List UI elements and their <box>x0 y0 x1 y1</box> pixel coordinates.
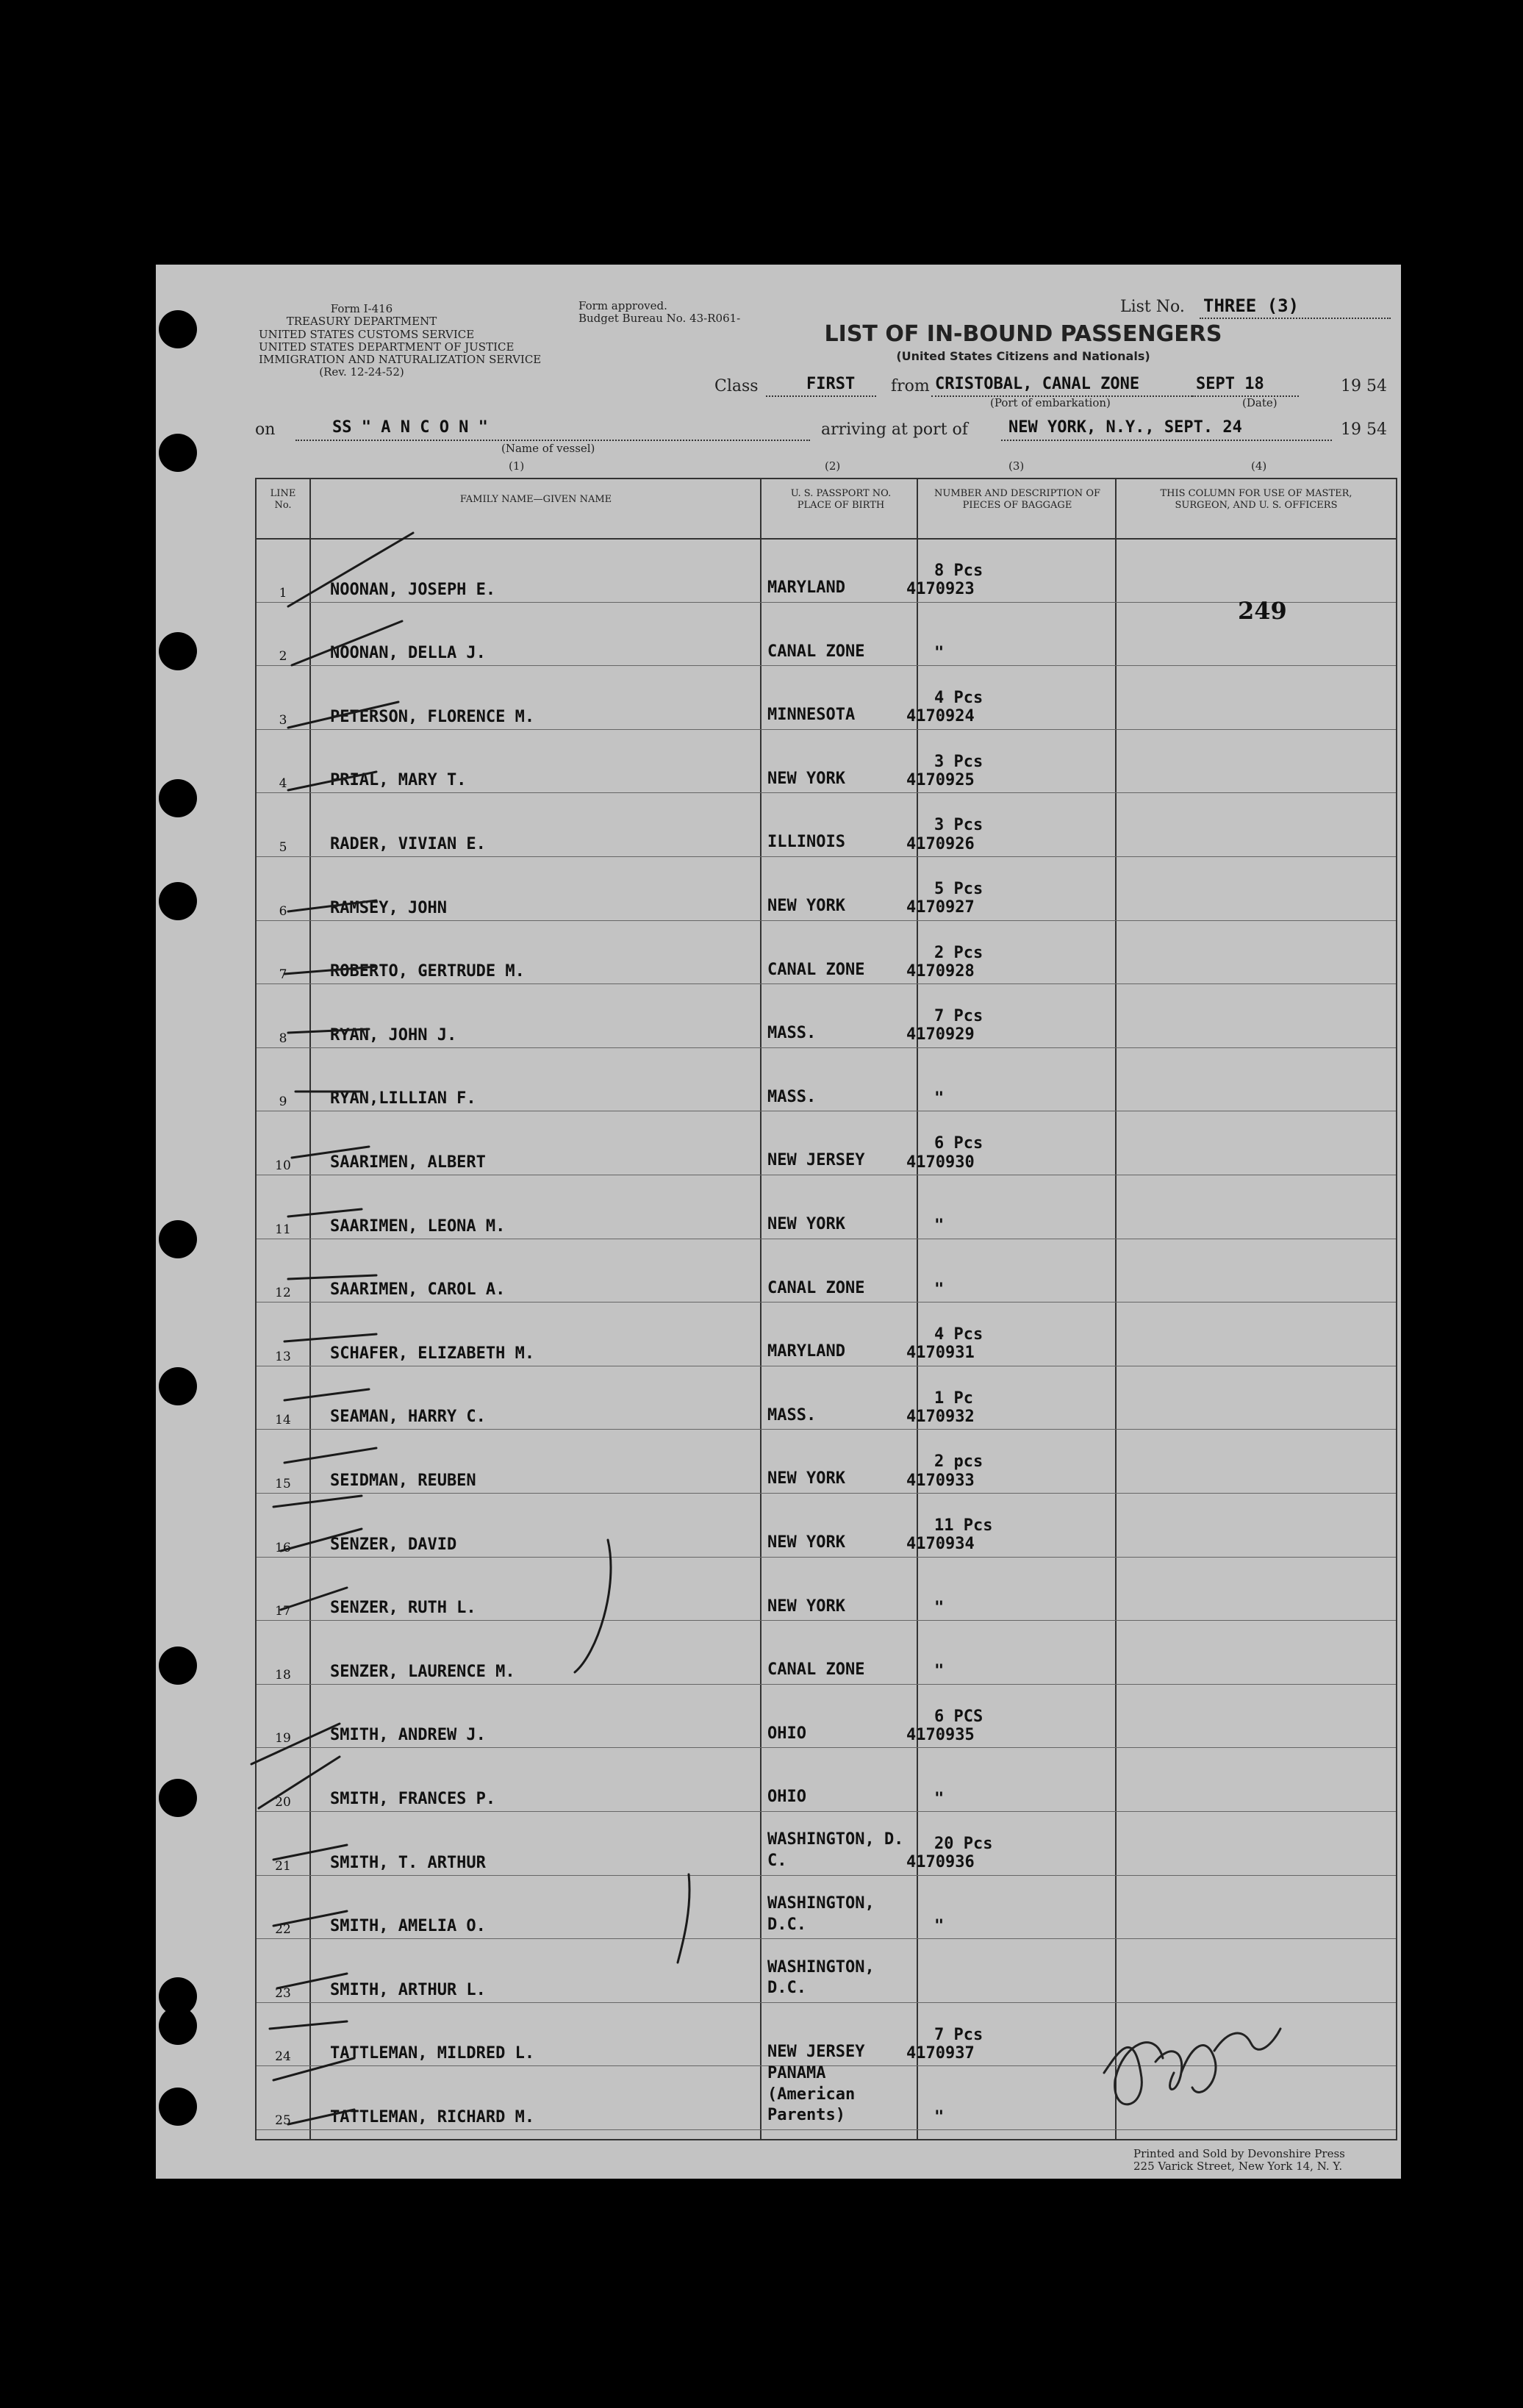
binder-hole <box>159 310 197 348</box>
binder-hole <box>159 882 197 920</box>
place-of-birth: CANAL ZONE <box>767 1660 865 1680</box>
line-number: 14 <box>275 1413 291 1428</box>
line-number: 18 <box>275 1667 291 1683</box>
binder-hole <box>159 1779 197 1817</box>
officer-note: 249 <box>1238 597 1287 625</box>
table-row <box>257 920 1396 985</box>
col-num-4: (4) <box>1251 459 1267 473</box>
place-of-birth: PANAMA (American Parents) <box>767 2064 856 2125</box>
baggage-count: 2 Pcs <box>934 943 983 962</box>
passenger-name: SEAMAN, HARRY C. <box>330 1408 486 1427</box>
baggage <box>903 2108 1021 2126</box>
place-of-birth: CANAL ZONE <box>767 960 865 979</box>
arrival-underline <box>1001 440 1332 441</box>
col-num-1: (1) <box>509 459 525 473</box>
line-number: 5 <box>279 839 287 855</box>
on-label: on <box>255 420 276 439</box>
baggage <box>903 1216 1021 1235</box>
baggage <box>903 1599 1021 1617</box>
baggage <box>903 2026 1021 2063</box>
line-number: 1 <box>279 585 287 601</box>
baggage <box>903 1325 1021 1363</box>
line-number: 15 <box>275 1476 291 1491</box>
col-header-officers: THIS COLUMN FOR USE OF MASTER, SURGEON, AND U. S. OFFICERS <box>1160 488 1352 511</box>
place-of-birth: NEW YORK <box>767 1215 845 1233</box>
form-approval <box>578 300 740 326</box>
from-label: from <box>891 377 930 395</box>
passenger-name: PRIAL, MARY T. <box>330 771 467 790</box>
place-of-birth: NEW YORK <box>767 897 845 915</box>
table-row <box>257 1366 1396 1430</box>
passenger-name: SMITH, T. ARTHUR <box>330 1853 486 1872</box>
class-label: Class <box>714 377 759 395</box>
passenger-name: SMITH, ARTHUR L. <box>330 1980 486 1999</box>
passenger-name: RYAN,LILLIAN F. <box>330 1089 476 1108</box>
baggage-count: 20 Pcs <box>934 1835 993 1853</box>
baggage <box>903 1708 1021 1745</box>
baggage <box>903 1280 1021 1299</box>
passenger-name: NOONAN, JOSEPH E. <box>330 580 496 599</box>
printer-line-1: Printed and Sold by Devonshire Press <box>1133 2147 1345 2160</box>
place-of-birth: NEW YORK <box>767 1533 845 1552</box>
class-value: FIRST <box>806 375 856 393</box>
passenger-name: TATTLEMAN, RICHARD M. <box>330 2107 535 2126</box>
baggage <box>903 1452 1021 1490</box>
passenger-name: SAARIMEN, CAROL A. <box>330 1280 506 1300</box>
binder-hole <box>159 2088 197 2126</box>
baggage <box>903 1007 1021 1044</box>
place-of-birth: MINNESOTA <box>767 706 856 725</box>
baggage <box>903 1790 1021 1808</box>
line-number: 20 <box>275 1794 291 1810</box>
line-number: 16 <box>275 1540 291 1555</box>
place-of-birth: MARYLAND <box>767 578 845 597</box>
table-row <box>257 538 1396 603</box>
table-row <box>257 1747 1396 1812</box>
binder-hole <box>159 779 197 817</box>
passenger-name: SMITH, ANDREW J. <box>330 1726 486 1745</box>
place-of-birth: CANAL ZONE <box>767 642 865 661</box>
place-of-birth: ILLINOIS <box>767 833 845 852</box>
passenger-name: SCHAFER, ELIZABETH M. <box>330 1344 535 1363</box>
table-row <box>257 792 1396 857</box>
baggage <box>903 1516 1021 1554</box>
passenger-name: SENZER, RUTH L. <box>330 1599 476 1618</box>
baggage-count: 6 Pcs <box>934 1134 983 1153</box>
baggage-tag: 4170931 <box>906 1344 975 1363</box>
passenger-name: RAMSEY, JOHN <box>330 898 447 917</box>
line-number: 9 <box>279 1094 287 1110</box>
line-number: 7 <box>279 967 287 983</box>
baggage <box>903 1835 1021 1872</box>
line-number: 10 <box>275 1158 291 1173</box>
departure-year: 19 54 <box>1341 377 1387 395</box>
baggage <box>903 1662 1021 1680</box>
table-row <box>257 1811 1396 1876</box>
col-num-3: (3) <box>1008 459 1025 473</box>
baggage-tag: 4170936 <box>906 1853 975 1872</box>
baggage-tag: 4170928 <box>906 961 975 981</box>
printer-line-2: 225 Varick Street, New York 14, N. Y. <box>1133 2160 1343 2174</box>
passenger-name: RADER, VIVIAN E. <box>330 834 486 853</box>
passenger-name: TATTLEMAN, MILDRED L. <box>330 2044 535 2063</box>
passenger-name: RYAN, JOHN J. <box>330 1025 457 1044</box>
baggage-count: " <box>934 1662 945 1681</box>
place-of-birth: MASS. <box>767 1405 817 1425</box>
baggage <box>903 562 1021 599</box>
place-of-birth: NEW JERSEY <box>767 2042 865 2061</box>
form-agency-block <box>259 302 542 379</box>
line-number: 3 <box>279 712 287 728</box>
from-value: CRISTOBAL, CANAL ZONE <box>935 375 1140 393</box>
baggage-count: 8 Pcs <box>934 562 983 580</box>
customs-service: UNITED STATES CUSTOMS SERVICE <box>259 327 475 341</box>
baggage-tag: 4170937 <box>906 2044 975 2063</box>
col-header-passport: U. S. PASSPORT NO. PLACE OF BIRTH <box>790 488 892 511</box>
table-row <box>257 1239 1396 1303</box>
place-of-birth: NEW JERSEY <box>767 1151 865 1170</box>
baggage-count: 11 Pcs <box>934 1516 993 1535</box>
line-number: 24 <box>275 2049 291 2065</box>
baggage <box>903 944 1021 981</box>
table-row <box>257 2065 1396 2130</box>
passenger-name: SENZER, DAVID <box>330 1535 457 1554</box>
line-number: 19 <box>275 1731 291 1746</box>
table-row <box>257 1111 1396 1175</box>
line-number: 8 <box>279 1031 287 1046</box>
baggage-count: " <box>934 1789 945 1808</box>
baggage-count: 1 Pc <box>934 1388 973 1408</box>
line-number: 2 <box>279 649 287 664</box>
table-row <box>257 729 1396 794</box>
table-row <box>257 1429 1396 1494</box>
place-of-birth: WASHINGTON, D.C. <box>767 1894 875 1934</box>
place-of-birth: WASHINGTON, D.C. <box>767 1957 875 1998</box>
line-number: 11 <box>275 1222 291 1237</box>
passenger-name: SAARIMEN, ALBERT <box>330 1153 486 1172</box>
place-of-birth: OHIO <box>767 1724 806 1743</box>
place-of-birth: OHIO <box>767 1788 806 1807</box>
passenger-name: SAARIMEN, LEONA M. <box>330 1216 506 1236</box>
printer-credit <box>1133 2148 1345 2174</box>
justice-dept: UNITED STATES DEPARTMENT OF JUSTICE <box>259 340 515 354</box>
binder-hole <box>159 1367 197 1405</box>
baggage-count: " <box>934 1216 945 1236</box>
line-number: 12 <box>275 1286 291 1301</box>
place-of-birth: MASS. <box>767 1024 817 1043</box>
baggage <box>903 816 1021 853</box>
baggage-tag: 4170934 <box>906 1535 975 1554</box>
baggage <box>903 1089 1021 1108</box>
baggage-tag: 4170926 <box>906 834 975 853</box>
budget-bureau-text: Budget Bureau No. 43-R061- <box>578 312 741 326</box>
ins-service: IMMIGRATION AND NATURALIZATION SERVICE <box>259 353 542 366</box>
baggage-count: " <box>934 643 945 662</box>
table-row <box>257 1557 1396 1622</box>
vessel-name: SS " A N C O N " <box>332 418 488 437</box>
baggage-count: 3 Pcs <box>934 752 983 771</box>
passenger-table <box>255 478 1397 2140</box>
baggage-count: " <box>934 2107 945 2126</box>
baggage-tag: 4170929 <box>906 1025 975 1044</box>
line-number: 22 <box>275 1922 291 1938</box>
table-header <box>257 479 1396 540</box>
port-embark-caption: (Port of embarkation) <box>990 396 1111 409</box>
baggage <box>903 1389 1021 1427</box>
passenger-name: SENZER, LAURENCE M. <box>330 1662 515 1681</box>
date-caption: (Date) <box>1242 396 1277 409</box>
binder-hole <box>159 632 197 670</box>
col-num-2: (2) <box>825 459 841 473</box>
baggage-tag: 4170935 <box>906 1726 975 1745</box>
page-subtitle: (United States Citizens and Nationals) <box>896 349 1150 363</box>
form-approved-text: Form approved. <box>578 299 667 312</box>
list-no-value: THREE (3) <box>1203 295 1300 316</box>
baggage-count: 3 Pcs <box>934 816 983 835</box>
baggage-count: 6 PCS <box>934 1707 983 1726</box>
list-no-underline <box>1200 318 1391 319</box>
line-number: 21 <box>275 1858 291 1874</box>
departure-date: SEPT 18 <box>1196 375 1264 393</box>
line-number: 17 <box>275 1604 291 1619</box>
passenger-name: SMITH, AMELIA O. <box>330 1917 486 1936</box>
table-row <box>257 665 1396 730</box>
baggage-count: " <box>934 1089 945 1108</box>
baggage-count: " <box>934 1280 945 1299</box>
place-of-birth: NEW YORK <box>767 769 845 788</box>
binder-hole <box>159 1220 197 1258</box>
baggage-tag: 4170923 <box>906 580 975 599</box>
table-row <box>257 1302 1396 1366</box>
baggage <box>903 644 1021 662</box>
baggage <box>903 1134 1021 1172</box>
manifest-page <box>156 265 1401 2179</box>
table-row <box>257 2002 1396 2067</box>
col-header-baggage: NUMBER AND DESCRIPTION OF PIECES OF BAGGAGE <box>933 488 1100 511</box>
form-number: Form I-416 <box>330 302 393 315</box>
vessel-caption: (Name of vessel) <box>501 442 595 455</box>
line-number: 4 <box>279 776 287 792</box>
baggage <box>903 1917 1021 1935</box>
table-row <box>257 1493 1396 1558</box>
passenger-name: SEIDMAN, REUBEN <box>330 1471 476 1490</box>
table-row <box>257 856 1396 921</box>
form-revision: (Rev. 12-24-52) <box>319 365 404 379</box>
arrival-year: 19 54 <box>1341 420 1387 439</box>
passenger-name: ROBERTO, GERTRUDE M. <box>330 962 525 981</box>
baggage-count: 2 pcs <box>934 1452 983 1472</box>
baggage <box>903 880 1021 917</box>
binder-hole <box>159 2007 197 2045</box>
treasury-dept: TREASURY DEPARTMENT <box>286 315 437 329</box>
table-row <box>257 1620 1396 1685</box>
place-of-birth: CANAL ZONE <box>767 1278 865 1297</box>
passenger-name: SMITH, FRANCES P. <box>330 1789 496 1808</box>
arrival-value: NEW YORK, N.Y., SEPT. 24 <box>1008 418 1242 437</box>
baggage-count: " <box>934 1916 945 1935</box>
col-header-line: LINE No. <box>270 488 296 511</box>
baggage-count: 7 Pcs <box>934 2025 983 2044</box>
place-of-birth: NEW YORK <box>767 1469 845 1488</box>
baggage-count: 7 Pcs <box>934 1007 983 1026</box>
baggage-count: 4 Pcs <box>934 1325 983 1344</box>
binder-hole <box>159 1646 197 1685</box>
baggage <box>903 753 1021 790</box>
table-row <box>257 1875 1396 1940</box>
place-of-birth: MASS. <box>767 1087 817 1106</box>
list-no-label: List No. <box>1120 298 1185 316</box>
baggage-tag: 4170924 <box>906 707 975 726</box>
place-of-birth: NEW YORK <box>767 1597 845 1616</box>
arriving-label: arriving at port of <box>821 420 968 439</box>
table-row <box>257 1175 1396 1239</box>
baggage-tag: 4170930 <box>906 1153 975 1172</box>
place-of-birth: WASHINGTON, D. C. <box>767 1830 904 1870</box>
baggage-tag: 4170927 <box>906 898 975 917</box>
baggage-tag: 4170933 <box>906 1471 975 1490</box>
line-number: 6 <box>279 903 287 919</box>
passenger-name: NOONAN, DELLA J. <box>330 644 486 663</box>
class-underline <box>766 395 876 397</box>
table-row <box>257 1938 1396 2003</box>
baggage-tag: 4170932 <box>906 1408 975 1427</box>
baggage-count: 4 Pcs <box>934 689 983 708</box>
table-row <box>257 1684 1396 1749</box>
baggage-count: 5 Pcs <box>934 880 983 898</box>
line-number: 25 <box>275 2113 291 2128</box>
baggage-count: " <box>934 1598 945 1617</box>
place-of-birth: MARYLAND <box>767 1342 845 1361</box>
baggage <box>903 689 1021 726</box>
line-number: 23 <box>275 1985 291 2001</box>
line-number: 13 <box>275 1349 291 1364</box>
baggage-tag: 4170925 <box>906 771 975 790</box>
col-header-name: FAMILY NAME—GIVEN NAME <box>459 494 612 505</box>
vessel-underline <box>295 440 810 441</box>
binder-hole <box>159 434 197 472</box>
table-row <box>257 1047 1396 1112</box>
passenger-name: PETERSON, FLORENCE M. <box>330 707 535 726</box>
table-row <box>257 983 1396 1048</box>
page-title: LIST OF IN-BOUND PASSENGERS <box>824 321 1222 347</box>
table-row <box>257 602 1396 667</box>
